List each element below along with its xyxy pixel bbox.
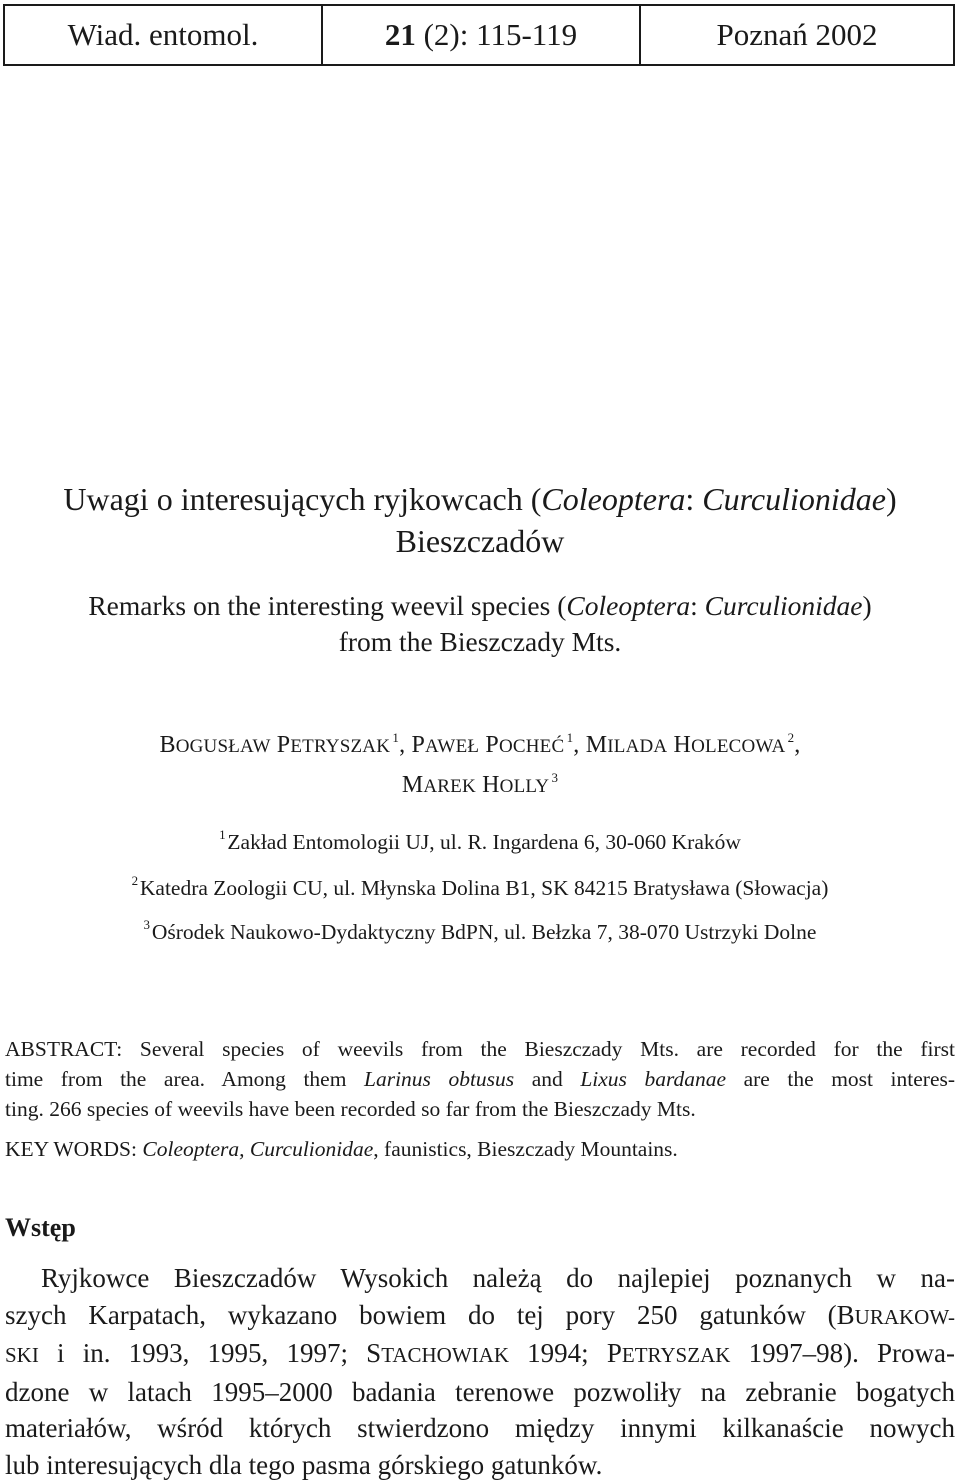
title-polish: Uwagi o interesujących ryjkowcach (Coleoptera: Curculionidae) Bieszczadów [63,481,897,559]
affiliation: $^1$ Zakład Entomologii UJ, ul. R. Ingardena 6, 30-060 Kraków [219,827,741,854]
author-list: BOGUSŁAW PETRYSZAK $^1$, PAWEŁ POCHEĆ $^1$, MILADA HOLECOWA $^2$, MAREK HOLLY $^3$ [159,730,801,798]
affiliation: $^2$ Katedra Zoologii CU, ul. Młynska Dolina B1, SK 84215 Bratysława (Słowacja) [131,873,829,900]
author: BOGUSŁAW PETRYSZAK $^1$ [159,730,400,758]
title-english: Remarks on the interesting weevil species (Coleoptera: Curculionidae) from the Bieszczady Mts. [88,590,872,657]
introduction-paragraph: Ryjkowce Bieszczadów Wysokich należą do najlepiej poznanych w na- szych Karpatach, wykazano bowiem do tej pory 250 gatunków (BURAKOW- SKI i in. 1993, 1995, 1997; STACHOWIAK 1994; PETRYSZAK 1997–98). Prowa- dzone w latach 1995–2000 badania terenowe pozwoliły na zebranie bogatych materiałów, wśród których stwierdzono między innymi kilkanaście nowych lub interesujących dla tego pasma górskiego gatunków. [5,1263,955,1480]
author: MAREK HOLLY $^3$ [401,770,559,798]
author: PAWEŁ POCHEĆ $^1$ [411,730,574,758]
journal-place-year: Poznań 2002 [716,17,878,52]
volume-number: 21 [384,17,416,52]
affiliation: $^3$ Ośrodek Naukowo-Dydaktyczny BdPN, ul. Bełzka 7, 38-070 Ustrzyki Dolne [143,917,817,944]
journal-header [3,4,955,66]
abstract: ABSTRACT: Several species of weevils from the Bieszczady Mts. are recorded for the first time from the area. Among them Larinus obtusus and Lixus bardanae are the most interes- ting. 266 species of weevils have been recorded so far from the Bieszczady Mts. [5,1037,956,1121]
journal-name: Wiad. entomol. [5,6,323,64]
keywords: KEY WORDS: Coleoptera, Curculionidae, faunistics, Bieszczady Mountains. [5,1137,678,1161]
section-heading: Wstęp [5,1213,76,1242]
journal-volume-pages [323,6,641,64]
issue-pages: (2): 115-119 [423,17,578,52]
author: MILADA HOLECOWA $^2$ [585,730,795,758]
